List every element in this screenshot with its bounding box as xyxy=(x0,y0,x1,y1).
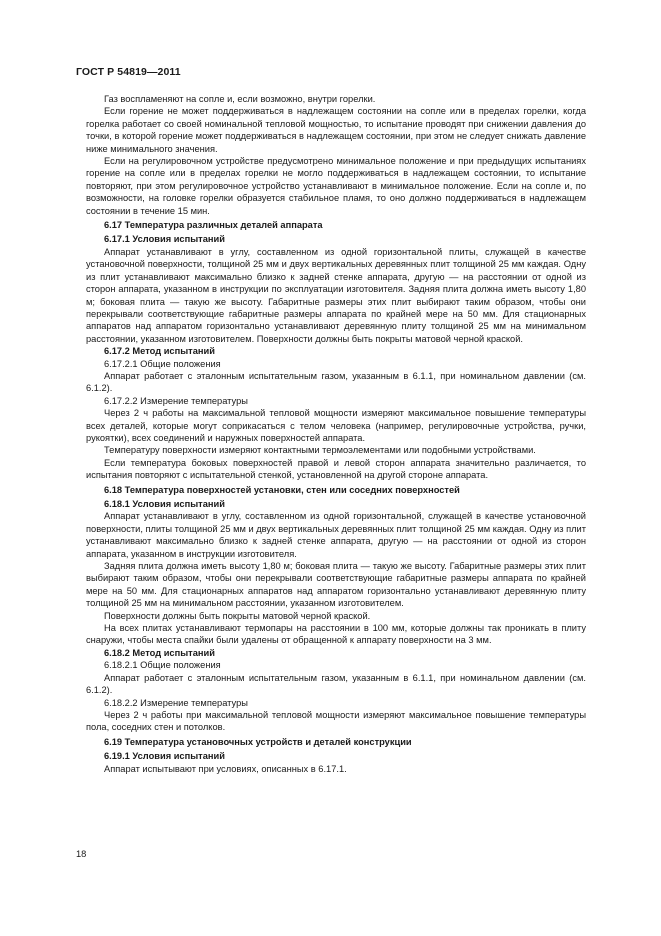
paragraph: Если температура боковых поверхностей правой и левой сторон аппарата значительно различается, то испытания повторяют с испытательной стенкой, установленной на другой стороне аппарата. xyxy=(86,457,586,481)
paragraph: Через 2 ч работы на максимальной тепловой мощности измеряют максимальное повышение температуры всех деталей, которые могут соприкасаться с телом человека (например, регулировочные устройства, ручки, рукоятки), всех соединений и наружных поверхностей аппарата. xyxy=(86,408,586,443)
paragraph: Аппарат работает с эталонным испытательным газом, указанным в 6.1.1, при номинальном давлении (см. 6.1.2). xyxy=(86,672,586,696)
section-heading: 6.19 Температура установочных устройств и деталей конструкции xyxy=(104,736,412,747)
section-heading: 6.18 Температура поверхностей установки, стен или соседних поверхностей xyxy=(104,484,460,495)
paragraph: Задняя плита должна иметь высоту 1,80 м; боковая плита — такую же высоту. Габаритные размеры этих плит выбирают таким образом, чтобы они перекрывали соответствующие габаритные размеры аппарата по крайней мере на 50 мм. Для стационарных аппаратов над аппаратом горизонтально устанавливают деревянную плиту толщиной 25 мм на минимальном расстоянии, указанном изготовителем. xyxy=(86,561,586,609)
paragraph: Через 2 ч работы при максимальной тепловой мощности измеряют максимальное повышение температуры пола, соседних стен и потолков. xyxy=(86,709,586,733)
paragraph: Аппарат испытывают при условиях, описанных в 6.17.1. xyxy=(104,763,347,774)
paragraph: Поверхности должны быть покрыты матовой черной краской. xyxy=(104,610,371,621)
paragraph: На всех плитах устанавливают термопары на расстоянии в 100 мм, которые должны так проникать в плиту снаружи, чтобы места спайки были удалены от обращенной к аппарату поверхности на 3 мм. xyxy=(86,623,586,646)
paragraph: Если горение не может поддерживаться в надлежащем состоянии на сопле или в пределах горелки, когда горелка работает со своей номинальной тепловой мощностью, то испытание проводят при снижении давления до точки, в которой горение может поддерживаться в надлежащем состоянии, при этом не следует снижать давление ниже минимального значения. xyxy=(86,106,586,154)
paragraph: Температуру поверхности измеряют контактными термоэлементами или подобными устройствами. xyxy=(104,445,536,456)
paragraph: Аппарат устанавливают в углу, составленном из одной горизонтальной, служащей в качестве установочной поверхности, плиты толщиной 25 мм и двух вертикальных деревянных плит толщиной 25 мм каждая. Одну из плит устанавливают максимально близко к задней стенке аппарата, другую — на расстоянии от одной из сторон аппарата, указанном в инструкции изготовителя. xyxy=(86,511,586,559)
page-number: 18 xyxy=(76,849,87,859)
subsection-heading: 6.18.1 Условия испытаний xyxy=(104,499,225,509)
paragraph: 6.17.2.2 Измерение температуры xyxy=(104,395,248,406)
paragraph: 6.18.2.1 Общие положения xyxy=(104,660,221,671)
paragraph: Если на регулировочном устройстве предусмотрено минимальное положение и при предыдущих испытаниях горение на сопле или в пределах горелки не могло поддерживаться в надлежащем состоянии, то испытание повторяют, при этом регулировочное устройство устанавливают в минимальное положение. Если на сопле и, по возможности, на головке горелки образуется стабильное пламя, то оно должно поддерживаться в надлежащем состоянии в течение 15 мин. xyxy=(86,156,586,216)
paragraph: Аппарат работает с эталонным испытательным газом, указанным в 6.1.1, при номинальном давлении (см. 6.1.2). xyxy=(86,370,586,394)
paragraph: 6.17.2.1 Общие положения xyxy=(104,358,221,369)
subsection-heading: 6.19.1 Условия испытаний xyxy=(104,751,225,762)
document-body xyxy=(86,93,586,775)
document-header: ГОСТ Р 54819—2011 xyxy=(76,66,181,78)
paragraph: Газ воспламеняют на сопле и, если возможно, внутри горелки. xyxy=(104,94,376,104)
subsection-heading: 6.18.2 Метод испытаний xyxy=(104,647,215,658)
section-heading: 6.17 Температура различных деталей аппарата xyxy=(104,220,323,231)
subsection-heading: 6.17.2 Метод испытаний xyxy=(104,346,215,357)
paragraph: Аппарат устанавливают в углу, составленном из одной горизонтальной плиты, служащей в качестве установочной поверхности, толщиной 25 мм и двух вертикальных деревянных плит толщиной 25 мм каждая. Одну из плит устанавливают максимально близко к задней стенке аппарата, другую — на расстоянии от одной из сторон аппарата, указанном в инструкции по эксплуатации изготовителя. Задняя плита должна иметь высоту 1,80 м; боковая плита — такую же высоту. Габаритные размеры этих плит выбирают таким образом, чтобы они перекрывали соответствующие габаритные размеры аппарата по крайней мере на 50 мм. Для стационарных аппаратов над аппаратом горизонтально устанавливают деревянную плиту толщиной 25 мм на минимальном расстоянии, указанном изготовителем. Поверхности должны быть покрыты матовой черной краской. xyxy=(86,246,586,344)
paragraph: 6.18.2.2 Измерение температуры xyxy=(104,697,248,708)
subsection-heading: 6.17.1 Условия испытаний xyxy=(104,234,225,245)
